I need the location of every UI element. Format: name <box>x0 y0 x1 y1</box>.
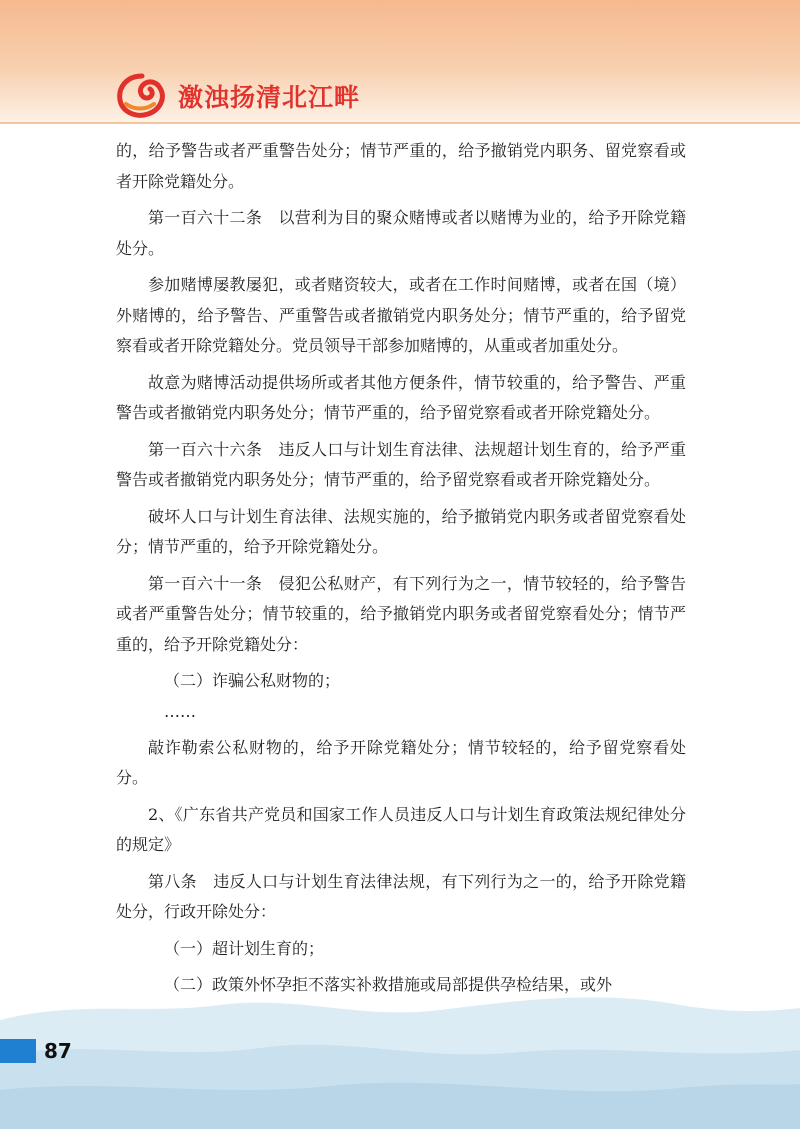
paragraph: 第八条 违反人口与计划生育法律法规，有下列行为之一的，给予开除党籍处分，行政开除处分： <box>116 871 686 921</box>
page-tab-marker <box>0 1039 36 1063</box>
ellipsis: …… <box>164 701 196 721</box>
section-heading: 2、《广东省共产党员和国家工作人员违反人口与计划生育政策法规纪律处分的规定》 <box>116 804 686 854</box>
paragraph: 的，给予警告或者严重警告处分；情节严重的，给予撤销党内职务、留党察看或者开除党籍处分。 <box>116 141 686 191</box>
paragraph: 第一百六十六条 违反人口与计划生育法律、法规超计划生育的，给予严重警告或者撤销党内职务处分；情节严重的，给予留党察看或者开除党籍处分。 <box>116 439 686 489</box>
paragraph: 第一百六十一条 侵犯公私财产，有下列行为之一，情节较轻的，给予警告或者严重警告处分；情节较重的，给予撤销党内职务或者留党察看处分；情节严重的，给予开除党籍处分： <box>116 573 686 654</box>
paragraph: 敲诈勒索公私财物的，给予开除党籍处分；情节较轻的，给予留党察看处分。 <box>116 737 686 787</box>
document-body <box>116 136 686 1001</box>
header-title: 激浊扬清北江畔 <box>178 83 361 112</box>
paragraph: 第一百六十二条 以营利为目的聚众赌博或者以赌博为业的，给予开除党籍处分。 <box>116 208 686 258</box>
page-number: 87 <box>44 1039 72 1063</box>
list-item: （二）政策外怀孕拒不落实补救措施或局部提供孕检结果，或外 <box>164 975 613 994</box>
list-item: （一）超计划生育的； <box>164 938 325 958</box>
paragraph: 参加赌博屡教屡犯，或者赌资较大，或者在工作时间赌博，或者在国（境）外赌博的，给予警告、严重警告或者撤销党内职务处分；情节严重的，给予留党察看或者开除党籍处分。党员领导干部参加赌博的，从重或者加重处分。 <box>116 275 686 355</box>
mountain-background <box>0 960 800 1129</box>
header-divider <box>0 122 800 124</box>
list-item: （二）诈骗公私财物的； <box>164 671 341 690</box>
cloud-logo-icon <box>114 70 170 120</box>
paragraph: 破坏人口与计划生育法律、法规实施的，给予撤销党内职务或者留党察看处分；情节严重的，给予开除党籍处分。 <box>116 506 686 556</box>
paragraph: 故意为赌博活动提供场所或者其他方便条件，情节较重的，给予警告、严重警告或者撤销党内职务处分；情节严重的，给予留党察看或者开除党籍处分。 <box>116 372 686 422</box>
